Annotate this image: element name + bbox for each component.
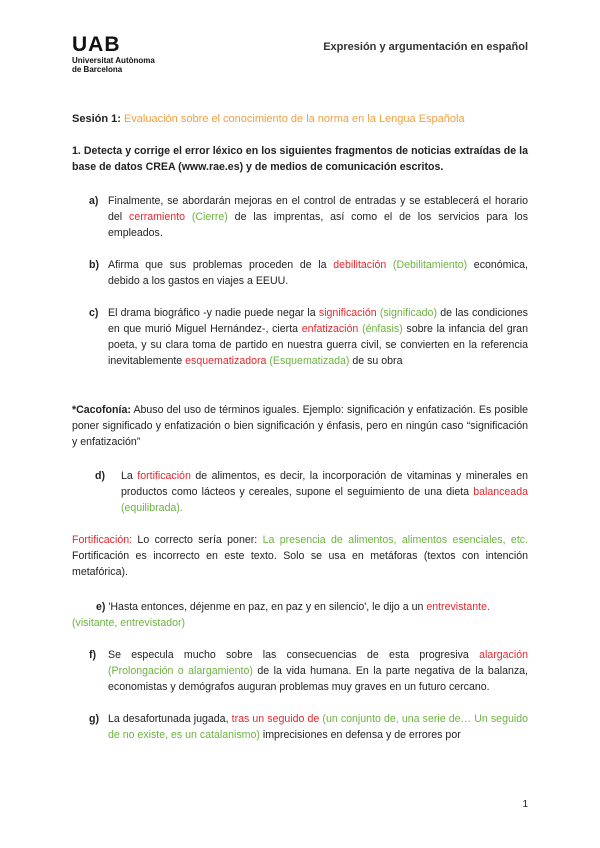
text-run: sobre la infancia del gran poeta, y su clara toma de partido en nuestra guerra civil, se convierten en la referencia inevitablemente xyxy=(108,323,528,367)
correction: (Debilitamiento) xyxy=(386,259,468,271)
item-label: g) xyxy=(89,713,99,725)
text-run: imprecisiones en defensa y de errores por xyxy=(259,729,461,741)
session-title: Evaluación sobre el conocimiento de la norma en la Lengua Española xyxy=(123,113,465,125)
item-label: e) xyxy=(96,601,106,613)
error-word: enfatización xyxy=(301,323,359,335)
item-text xyxy=(108,647,528,695)
session-label: Sesión 1: xyxy=(72,113,121,125)
correction: (Esquematizada) xyxy=(266,355,350,367)
error-word: entrevistante. xyxy=(426,601,490,613)
note-text: Abuso del uso de términos iguales. Ejemplo: significación y enfatización. Es posible poner significado y enfatización o bien significación y énfasis, pero en ningún caso “significación y enfatización” xyxy=(72,404,528,448)
item-label: d) xyxy=(95,470,105,482)
session-heading xyxy=(72,113,465,125)
item-text xyxy=(108,257,528,289)
item-c xyxy=(89,305,528,369)
text-run: La xyxy=(121,470,138,482)
page-number: 1 xyxy=(522,799,528,810)
item-text xyxy=(108,305,528,369)
error-word: balanceada xyxy=(473,486,528,498)
text-run: económica, debido a los gastos en viajes a EEUU. xyxy=(108,259,528,287)
text-run: Se especula mucho sobre las consecuencias de esta progresiva xyxy=(108,649,480,661)
logo-line-2: de Barcelona xyxy=(72,65,123,74)
correction: (un conjunto de, una serie de… Un seguido de no existe, es un catalanismo) xyxy=(108,713,528,741)
error-word: tras un seguido de xyxy=(231,713,320,725)
text-run: El drama biográfico -y nadie puede negar la xyxy=(108,307,319,319)
error-word: cerramiento xyxy=(129,211,185,223)
item-label: a) xyxy=(89,195,99,207)
text-run: Fortificación es incorrecto en este texto. Solo se usa en metáforas (textos con intención metafórica). xyxy=(72,550,528,578)
item-text xyxy=(108,711,528,743)
correction: (énfasis) xyxy=(358,323,403,335)
item-text xyxy=(121,468,528,516)
error-word: fortificación xyxy=(137,470,191,482)
question-1: 1. Detecta y corrige el error léxico en los siguientes fragmentos de noticias extraídas de la base de datos CREA (www.rae.es) y de medios de comunicación escritos. xyxy=(72,145,528,173)
text-run: de las imprentas, así como el de los servicios para los empleados. xyxy=(108,211,528,239)
item-f xyxy=(89,647,528,695)
note-label: *Cacofonía: xyxy=(72,404,131,416)
error-word: esquematizadora xyxy=(185,355,267,367)
correction: La presencia de alimentos, alimentos esenciales, etc. xyxy=(262,534,529,546)
correction: (visitante, entrevistador) xyxy=(72,617,186,629)
fortificacion-note xyxy=(72,532,528,580)
item-e xyxy=(72,599,528,631)
correction: (equilibrada). xyxy=(121,502,183,514)
text-run: de la vida humana. En la parte negativa de la balanza, economistas y demógrafos auguran problemas muy graves en un futuro cercano. xyxy=(108,665,528,693)
text-run: Lo correcto sería poner: xyxy=(132,534,263,546)
item-label: b) xyxy=(89,259,99,271)
error-word: significación xyxy=(318,307,377,319)
error-word: debilitación xyxy=(333,259,387,271)
logo-line-1: Universitat Autònoma xyxy=(72,56,155,65)
uab-logo xyxy=(72,34,155,74)
text-run: Finalmente, se abordarán mejoras en el control de entradas y se establecerá el horario del xyxy=(108,195,528,223)
item-text xyxy=(108,193,528,241)
error-word: alargación xyxy=(479,649,528,661)
correction: (Prolongación o alargamiento) xyxy=(108,665,253,677)
correction: (significado) xyxy=(376,307,437,319)
item-label: f) xyxy=(89,649,97,661)
note-label: Fortificación: xyxy=(72,534,133,546)
item-label: c) xyxy=(89,307,99,319)
logo-mark: UAB xyxy=(72,33,121,56)
item-d xyxy=(95,468,528,516)
item-g xyxy=(89,711,528,743)
text-run: de las condiciones en que murió Miguel Hernández-, cierta xyxy=(108,307,528,335)
text-run: Afirma que sus problemas proceden de la xyxy=(108,259,334,271)
correction: (Cierre) xyxy=(184,211,228,223)
text-run: 'Hasta entonces, déjenme en paz, en paz y en silencio', le dijo a un xyxy=(108,601,427,613)
text-run: La desafortunada jugada, xyxy=(108,713,232,725)
text-run: de su obra xyxy=(349,355,403,367)
item-b xyxy=(89,257,528,289)
course-title: Expresión y argumentación en español xyxy=(323,41,528,53)
text-run: de alimentos, es decir, la incorporación de vitaminas y minerales en productos como lácteos y cereales, supone el seguimiento de una dieta xyxy=(121,470,529,498)
item-a xyxy=(89,193,528,241)
cacofonia-note xyxy=(72,402,528,450)
